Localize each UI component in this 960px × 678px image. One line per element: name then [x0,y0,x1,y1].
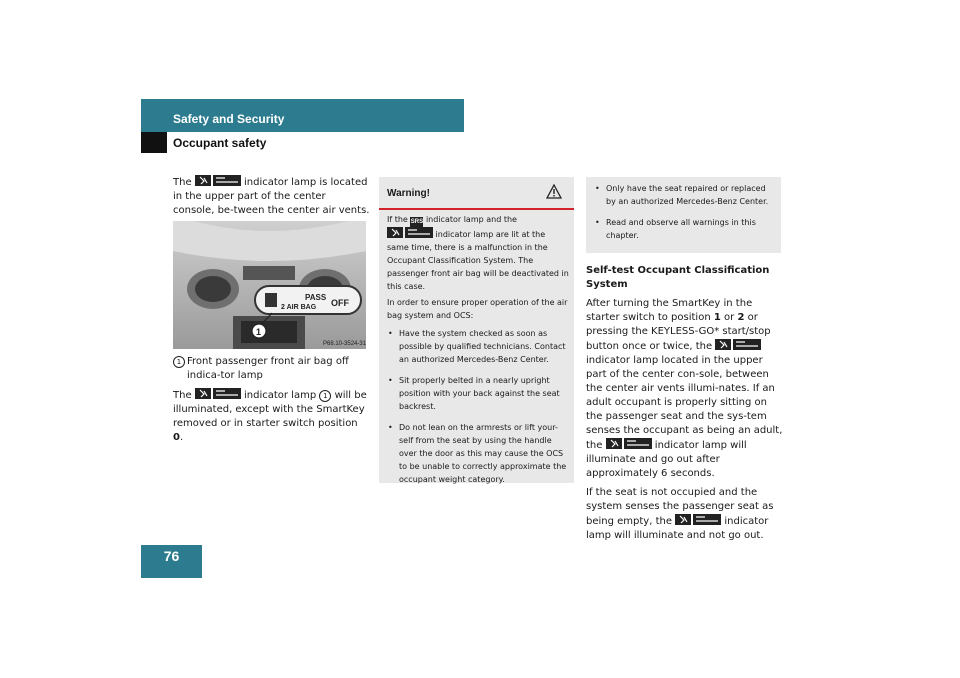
note-body [594,182,774,250]
header-marker [141,132,167,153]
photo-ref: P68.10-3524-31 [323,341,366,347]
intro-text: The indicator lamp is located in the upper part of the center console, be-tween the center air vents. [173,177,370,216]
self-test-section: Self-test Occupant Classification System After turning the SmartKey in the starter switch to position 1 or 2 or pressing the KEYLESS-GO* start/stop button once or twice, the indicator lamp located in the upper part of the center con-sole, between the center air vents illumi-nates. If an adult occupant is properly sitting on the passenger seat and the sys-tem senses the occupant as being an adult, the indicator lamp will illuminate and go out after approximately 6 seconds. If the seat is not occupied and the system senses the passenger seat as being empty, the indicator lamp will illuminate and not go out. [586,264,786,548]
warning-title: Warning! [387,188,430,199]
section-title: Safety and Security [173,112,285,126]
photo-caption: 1 Front passenger front air bag off indica-tor lamp The indicator lamp 1 will be illuminated, except with the SmartKey removed or in starter switch position 0. [173,356,367,443]
lamp-label-pass: PASS [305,293,327,302]
list-item: • Only have the seat repaired or replaced by an authorized Mercedes-Benz Center. [594,182,774,208]
warning-body: If the SRS indicator lamp and the indicator lamp are lit at the same time, there is a malfunction in the Occupant Classification System. The passenger front air bag will be deactivated in this case. In order to ensure proper operation of the air bag system and OCS: • Have the system checked as soon as possible by qualified technicians. Contact an authorized Mercedes-Benz Center. • Sit properly belted in a nearly upright position with your back against the seat backrest. • Do not lean on the armrests or lift your-self from the seat by using the handle over the door as this may cause the OCS to be unable to correctly approximate the occupant weight category. [387,213,569,494]
lamp-label-airbag: 2 AIR BAG [281,304,317,311]
list-item: • Do not lean on the armrests or lift your-self from the seat by using the handle over the door as this may cause the OCS to be unable to correctly approximate the occupant weight category. [387,421,569,486]
lamp-label-off: OFF [331,298,349,308]
airbag-off-lamp-icon [195,388,241,399]
warning-triangle-icon [546,184,562,199]
section-heading: Self-test Occupant Classification System [586,265,770,290]
airbag-off-lamp-icon [715,339,761,350]
srs-lamp-icon: SRS [410,219,424,225]
airbag-off-lamp-icon [387,227,433,238]
airbag-off-lamp-icon [195,175,241,186]
list-item: • Read and observe all warnings in this chapter. [594,216,774,242]
warning-divider [379,208,574,210]
list-item: • Sit properly belted in a nearly upright position with your back against the seat backrest. [387,374,569,413]
subsection-title: Occupant safety [173,136,267,150]
page-number: 76 [163,548,180,564]
dashboard-photo [173,221,366,349]
photo-callout: 1 [256,327,262,337]
airbag-off-lamp-icon [606,438,652,449]
airbag-off-lamp-icon [675,514,721,525]
list-item: • Have the system checked as soon as possible by qualified technicians. Contact an authorized Mercedes-Benz Center. [387,327,569,366]
